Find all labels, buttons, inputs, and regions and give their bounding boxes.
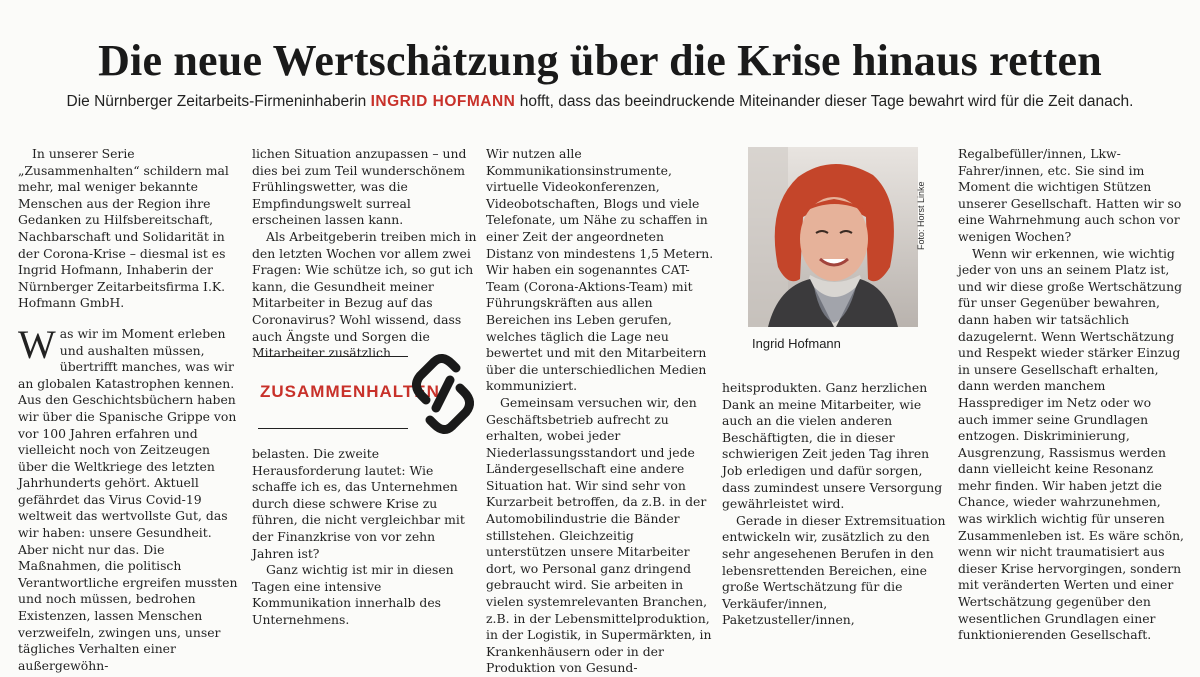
portrait-photo [748,147,918,327]
body-paragraph: Gemeinsam versuchen wir, den Geschäftsbetrieb aufrecht zu erhalten, wobei jeder Niederlassungsstandort und jede Ländergesellschaft eine andere Situation hat. Wir sind sehr von Kurzarbeit betroffen, da z.B. in der Automobilindustrie die Bänder stillstehen. Gleichzeitig unterstützen unsere Mitarbeiter dort, wo Personal ganz dringend gebraucht wird. Sie arbeiten in vielen systemrelevanten Branchen, z.B. in der Lebensmittelproduktion, in der Logistik, in Supermärkten, in Krankenhäusern oder in der Produktion von Gesund- [486,394,712,676]
body-paragraph: Als Arbeitgeberin treiben mich in den letzten Wochen vor allem zwei Fragen: Wie schütze ich, so gut ich kann, die Gesundheit meiner Mitarbeiter in Bezug auf das Coronavirus? Wohl wissend, dass auch Ängste und Sorgen die Mitarbeiter zusätzlich [252,228,477,361]
subline-text-before: Die Nürnberger Zeitarbeits-Firmeninhaberin [66,93,367,110]
column-1 [18,146,240,674]
body-text: as wir im Moment erleben und aushalten müssen, übertrifft manches, was wir an globalen Katastrophen kennen. Aus den Geschichtsbüchern haben wir über die Spanische Grippe von vor 100 Jahren erfahren und vielleicht noch von Zeitzeugen über die Weltkriege des letzten Jahrhunderts gehört. Aktuell gefährdet das Virus Covid-19 weltweit das wertvollste Gut, das wir haben: unsere Gesundheit. Aber nicht nur das. Die Maßnahmen, die politisch Verantwortliche ergreifen mussten und noch müssen, bedrohen Existenzen, lassen Menschen verzweifeln, zwingen uns, unser tägliches Verhalten einer außergewöhn- [18,325,238,673]
body-paragraph: belasten. Die zweite Herausforderung lautet: Wie schaffe ich es, das Unternehmen durch diese schwere Krise zu führen, die nicht vergleichbar mit der Finanzkrise von vor zehn Jahren ist? [252,446,465,561]
body-paragraph: Ganz wichtig ist mir in diesen Tagen eine intensive Kommunikation innerhalb des Unternehmens. [252,562,454,627]
divider [258,428,408,429]
column-2-bottom [252,446,478,629]
drop-cap: W [18,321,56,367]
body-paragraph [18,321,240,674]
chain-link-icon [410,352,476,436]
body-paragraph: heitsprodukten. Ganz herzlichen Dank an meine Mitarbeiter, wie auch an die vielen anderen Beschäftigten, die in dieser schwierigen Zeit jeden Tag ihren Job erledigen und dafür sorgen, dass zumindest unsere Versorgung gewährleistet wird. [722,380,943,512]
series-intro: In unserer Serie „Zusammenhalten“ schildern mal mehr, mal weniger bekannte Menschen aus der Region ihre Gedanken zu Hilfsbereitschaft, Nachbarschaft und Solidarität in der Corona-Krise – diesmal ist es Ingrid Hofmann, Inhaberin der Nürnberger Zeitarbeitsfirma I.K. Hofmann GmbH. [18,146,229,311]
photo-credit: Foto: Horst Linke [916,181,926,250]
subline-text-after: hofft, dass das beeindruckende Miteinander dieser Tage bewahrt wird für die Zeit danach. [519,93,1134,110]
subline-author-name: INGRID HOFMANN [370,93,516,110]
body-paragraph: Wir nutzen alle Kommunikationsinstrumente, virtuelle Videokonferenzen, Videobotschaften, Blogs und viele Telefonate, um Nähe zu schaffen in einer Zeit der angeordneten Distanz von mindestens 1,5 Metern. Wir haben ein sogenanntes CAT-Team (Corona-Aktions-Team) mit Führungskräften aus allen Bereichen ins Leben gerufen, welches täglich die Lage neu bewertet und mit den Mitarbeitern über die unterschiedlichen Medien kommuniziert. [486,146,714,394]
headline: Die neue Wertschätzung über die Krise hinaus retten [98,36,1102,85]
column-2-top [252,146,478,362]
column-5 [958,146,1184,644]
subline [0,92,1200,112]
body-paragraph: Regalbefüller/innen, Lkw-Fahrer/innen, etc. Sie sind im Moment die wichtigen Stützen unserer Gesellschaft. Hatten wir so eine Wahrnehmung auch schon vor wenigen Wochen? [958,146,1182,244]
series-badge [252,352,476,438]
body-paragraph: Gerade in dieser Extremsituation entwickeln wir, zusätzlich zu den sehr angesehenen Berufen in den lebensrettenden Bereichen, eine große Wertschätzung für die Verkäufer/innen, Paketzusteller/innen, [722,512,946,628]
photo-caption: Ingrid Hofmann [752,336,841,351]
series-label: ZUSAMMENHALTEN [260,382,440,401]
column-3 [486,146,714,677]
divider [258,356,408,357]
body-paragraph: lichen Situation anzupassen – und dies bei zum Teil wunderschönem Frühlingswetter, was die Empfindungswelt surreal erscheinen lassen kann. [252,146,467,228]
column-4 [722,380,950,629]
body-paragraph: Wenn wir erkennen, wie wichtig jeder von uns an seinem Platz ist, und wir diese große Wertschätzung für unser Gegenüber bewahren, dann haben wir tatsächlich dazugelernt. Wenn Wertschätzung und Respekt wieder stärker Einzug in unsere Gesellschaft erhalten, dann werden manchem Hassprediger im Netz oder wo auch immer seine Grundlagen entzogen. Diskriminierung, Ausgrenzung, Rassismus werden dann vielleicht keine Resonanz mehr finden. Wir haben jetzt die Chance, wieder wahrzunehmen, was wirklich wichtig für unseren Zusammenleben ist. Es wäre schön, wenn wir nicht traumatisiert aus dieser Krise hervorgingen, sondern mit veränderten Werten und einer Wertschätzung gegenüber den wesentlichen Grundlagen einer funktionierenden Gesellschaft. [958,245,1184,643]
portrait-image [748,147,918,327]
